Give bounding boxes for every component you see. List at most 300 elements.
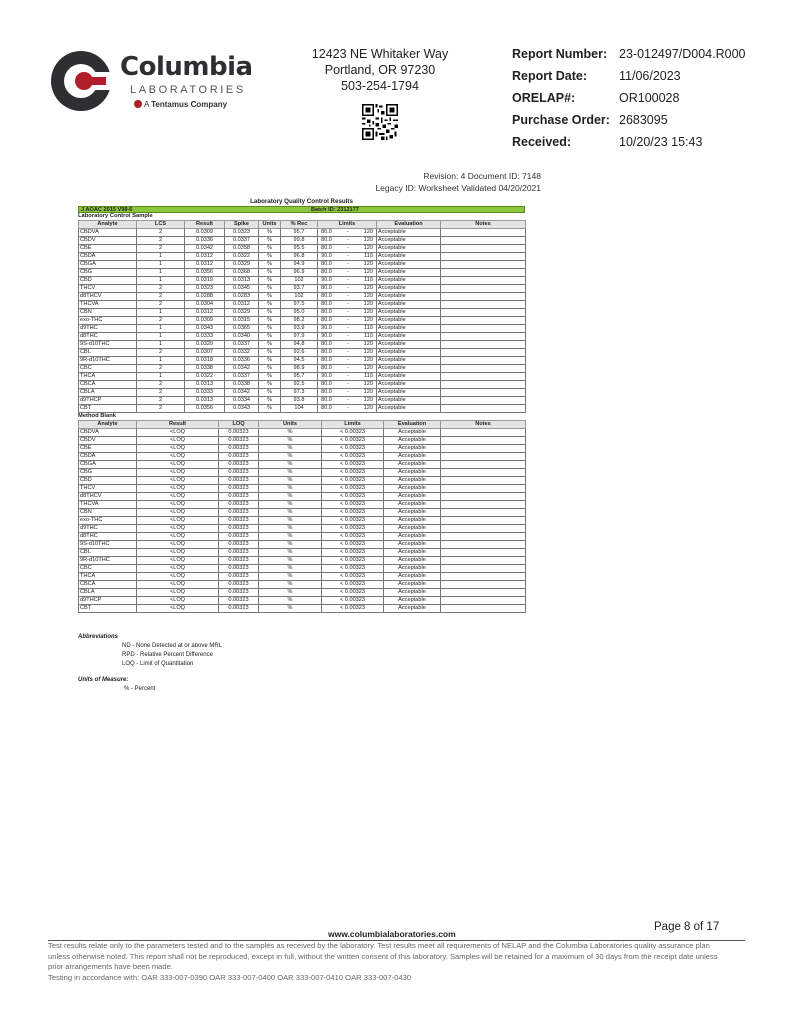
units-cell: % — [259, 309, 281, 317]
notes-cell — [441, 493, 526, 501]
loq-cell: 0.00323 — [219, 493, 259, 501]
table-row — [79, 461, 526, 469]
table-row — [79, 541, 526, 549]
limits-cell — [318, 317, 377, 325]
table-row — [79, 453, 526, 461]
column-header: Units — [259, 221, 281, 229]
recovery-cell: 95.7 — [281, 229, 318, 237]
result-cell: 0.0312 — [185, 261, 225, 269]
limit-dash: - — [346, 269, 349, 275]
limit-high: 120 — [363, 285, 373, 291]
limits-cell: < 0.00323 — [322, 533, 384, 541]
table-row — [79, 381, 526, 389]
analyte-cell: exo-THC — [79, 317, 137, 325]
units-cell: % — [259, 589, 322, 597]
limit-low: 80.0 — [321, 245, 332, 251]
recovery-cell: 98.9 — [281, 365, 318, 373]
column-header: Spike — [225, 221, 259, 229]
units-cell: % — [259, 229, 281, 237]
units-cell: % — [259, 381, 281, 389]
spike-cell: 0.0343 — [225, 405, 259, 413]
notes-cell — [441, 501, 526, 509]
revision-info — [375, 170, 541, 194]
units-cell: % — [259, 405, 281, 413]
loq-cell: 0.00323 — [219, 589, 259, 597]
analyte-cell: CBGA — [79, 261, 137, 269]
limit-low: 80.0 — [321, 229, 332, 235]
loq-cell: 0.00323 — [219, 437, 259, 445]
address-street: 12423 NE Whitaker Way — [311, 47, 449, 61]
result-cell: <LOQ — [137, 541, 219, 549]
spike-cell: 0.0337 — [225, 237, 259, 245]
evaluation-cell: Acceptable — [384, 533, 441, 541]
lcs-cell: 2 — [137, 397, 185, 405]
evaluation-cell: Acceptable — [377, 317, 441, 325]
evaluation-cell: Acceptable — [377, 309, 441, 317]
table-row — [79, 365, 526, 373]
evaluation-cell: Acceptable — [384, 525, 441, 533]
limits-cell: < 0.00323 — [322, 589, 384, 597]
limits-cell: < 0.00323 — [322, 581, 384, 589]
limit-high: 120 — [363, 229, 373, 235]
units-cell: % — [259, 501, 322, 509]
limit-high: 120 — [363, 269, 373, 275]
result-cell: 0.0304 — [185, 301, 225, 309]
table-row — [79, 261, 526, 269]
limits-range — [319, 333, 375, 340]
evaluation-cell: Acceptable — [384, 453, 441, 461]
limit-low: 80.0 — [321, 293, 332, 299]
limits-range — [319, 373, 375, 380]
notes-cell — [441, 245, 526, 253]
evaluation-cell: Acceptable — [384, 605, 441, 613]
result-cell: 0.0319 — [185, 277, 225, 285]
evaluation-cell: Acceptable — [384, 509, 441, 517]
limit-dash: - — [346, 317, 349, 323]
limit-high: 110 — [364, 325, 373, 331]
table-row — [79, 517, 526, 525]
limit-low: 90.0 — [321, 373, 332, 379]
units-cell: % — [259, 301, 281, 309]
recovery-cell: 94.8 — [281, 341, 318, 349]
table-row — [79, 533, 526, 541]
limits-range — [319, 405, 375, 412]
evaluation-cell: Acceptable — [377, 365, 441, 373]
result-cell: <LOQ — [137, 589, 219, 597]
result-cell: 0.0313 — [185, 381, 225, 389]
evaluation-cell: Acceptable — [377, 373, 441, 381]
limits-range — [319, 269, 375, 276]
notes-cell — [441, 429, 526, 437]
limit-dash: - — [346, 237, 349, 243]
evaluation-cell: Acceptable — [384, 597, 441, 605]
limit-dash: - — [346, 309, 349, 315]
notes-cell — [441, 445, 526, 453]
notes-cell — [441, 405, 526, 413]
lab-address — [300, 46, 460, 94]
orelap-number: OR100028 — [619, 91, 680, 105]
column-header: Analyte — [79, 421, 137, 429]
notes-cell — [441, 509, 526, 517]
report-date: 11/06/2023 — [619, 69, 681, 83]
limits-cell: < 0.00323 — [322, 477, 384, 485]
limit-dash: - — [347, 253, 349, 259]
units-cell: % — [259, 493, 322, 501]
table-row — [79, 501, 526, 509]
analyte-cell: d8THC — [79, 333, 137, 341]
analyte-cell: d8THCV — [79, 493, 137, 501]
result-cell: 0.0343 — [185, 325, 225, 333]
notes-cell — [441, 477, 526, 485]
limits-cell — [318, 253, 377, 261]
notes-cell — [441, 541, 526, 549]
recovery-cell: 96.9 — [281, 269, 318, 277]
units-cell: % — [259, 293, 281, 301]
lcs-cell: 1 — [137, 309, 185, 317]
limit-low: 80.0 — [321, 397, 332, 403]
limits-cell: < 0.00323 — [322, 445, 384, 453]
result-cell: 0.0309 — [185, 317, 225, 325]
units-cell: % — [259, 445, 322, 453]
analyte-cell: CBDVA — [79, 229, 137, 237]
units-cell: % — [259, 261, 281, 269]
lcs-cell: 2 — [137, 245, 185, 253]
limits-cell: < 0.00323 — [322, 541, 384, 549]
recovery-cell: 92.6 — [281, 349, 318, 357]
result-cell: <LOQ — [137, 525, 219, 533]
table-row — [79, 573, 526, 581]
lcs-cell: 2 — [137, 405, 185, 413]
column-header: LOQ — [219, 421, 259, 429]
analyte-cell: 9R-d10THC — [79, 357, 137, 365]
limit-low: 80.0 — [321, 309, 332, 315]
evaluation-cell: Acceptable — [377, 229, 441, 237]
units-cell: % — [259, 453, 322, 461]
units-cell: % — [259, 549, 322, 557]
limits-cell: < 0.00323 — [322, 517, 384, 525]
analyte-cell: CBE — [79, 245, 137, 253]
limits-range — [319, 285, 375, 292]
website-link[interactable]: www.columbialaboratories.com — [328, 929, 456, 939]
units-cell: % — [259, 277, 281, 285]
limit-dash: - — [346, 229, 349, 235]
result-cell: 0.0318 — [185, 357, 225, 365]
lcs-cell: 2 — [137, 237, 185, 245]
lcs-cell: 1 — [137, 277, 185, 285]
limit-high: 120 — [363, 317, 373, 323]
limit-low: 80.0 — [321, 357, 332, 363]
analyte-cell: THCA — [79, 373, 137, 381]
result-cell: 0.0333 — [185, 389, 225, 397]
spike-cell: 0.0334 — [225, 397, 259, 405]
column-header: Units — [259, 421, 322, 429]
limit-dash: - — [347, 325, 349, 331]
evaluation-cell: Acceptable — [377, 245, 441, 253]
units-cell: % — [259, 485, 322, 493]
result-cell: 0.0313 — [185, 397, 225, 405]
result-cell: <LOQ — [137, 549, 219, 557]
result-cell: <LOQ — [137, 485, 219, 493]
result-cell: <LOQ — [137, 477, 219, 485]
result-cell: 0.0312 — [185, 309, 225, 317]
result-cell: <LOQ — [137, 509, 219, 517]
recovery-cell: 93.8 — [281, 397, 318, 405]
limits-cell: < 0.00323 — [322, 453, 384, 461]
lcs-cell: 2 — [137, 285, 185, 293]
received-row: Received: 10/20/23 15:43 — [512, 134, 746, 156]
notes-cell — [441, 277, 526, 285]
recovery-cell: 102 — [281, 277, 318, 285]
analyte-cell: 9S-d10THC — [79, 541, 137, 549]
logo-tagline: A Tentamus Company — [134, 100, 227, 109]
analyte-cell: CBN — [79, 309, 137, 317]
limits-range — [319, 261, 375, 268]
loq-cell: 0.00323 — [219, 549, 259, 557]
table-row — [79, 605, 526, 613]
recovery-cell: 95.0 — [281, 309, 318, 317]
spike-cell: 0.0342 — [225, 365, 259, 373]
recovery-cell: 95.7 — [281, 373, 318, 381]
recovery-cell: 97.5 — [281, 301, 318, 309]
result-cell: 0.0336 — [185, 237, 225, 245]
analyte-cell: CBGA — [79, 461, 137, 469]
limit-low: 90.0 — [321, 277, 332, 283]
recovery-cell: 96.8 — [281, 253, 318, 261]
analyte-cell: d9THCP — [79, 397, 137, 405]
limits-cell — [318, 333, 377, 341]
abbreviations — [78, 633, 222, 669]
limits-cell — [318, 325, 377, 333]
limits-cell — [318, 277, 377, 285]
table-row — [79, 389, 526, 397]
limit-high: 120 — [363, 405, 373, 411]
evaluation-cell: Acceptable — [384, 557, 441, 565]
result-cell: <LOQ — [137, 461, 219, 469]
loq-cell: 0.00323 — [219, 469, 259, 477]
notes-cell — [441, 589, 526, 597]
loq-cell: 0.00323 — [219, 573, 259, 581]
lcs-cell: 2 — [137, 349, 185, 357]
limit-high: 120 — [363, 389, 373, 395]
recovery-cell: 97.9 — [281, 333, 318, 341]
loq-cell: 0.00323 — [219, 557, 259, 565]
table-row — [79, 549, 526, 557]
limit-low: 90.0 — [321, 333, 332, 339]
column-header: Result — [185, 221, 225, 229]
evaluation-cell: Acceptable — [377, 253, 441, 261]
limit-high: 120 — [363, 261, 373, 267]
evaluation-cell: Acceptable — [377, 381, 441, 389]
analyte-cell: CBCA — [79, 381, 137, 389]
limit-high: 120 — [363, 245, 373, 251]
analyte-cell: CBDA — [79, 453, 137, 461]
result-cell: 0.0312 — [185, 253, 225, 261]
units-cell: % — [259, 373, 281, 381]
legacy-id-line: Legacy ID: Worksheet Validated 04/20/2021 — [375, 183, 541, 193]
notes-cell — [441, 261, 526, 269]
table-row — [79, 333, 526, 341]
limits-cell: < 0.00323 — [322, 565, 384, 573]
limit-high: 110 — [364, 333, 373, 339]
revision-line: Revision: 4 Document ID: 7148 — [423, 171, 541, 181]
purchase-order-row: Purchase Order: 2683095 — [512, 112, 746, 134]
limit-low: 80.0 — [321, 237, 332, 243]
lcs-cell: 1 — [137, 253, 185, 261]
lcs-header-row — [79, 221, 526, 229]
loq-cell: 0.00323 — [219, 501, 259, 509]
limit-high: 120 — [363, 341, 373, 347]
evaluation-cell: Acceptable — [377, 237, 441, 245]
limits-cell — [318, 389, 377, 397]
table-row — [79, 309, 526, 317]
lcs-cell: 2 — [137, 389, 185, 397]
evaluation-cell: Acceptable — [384, 445, 441, 453]
limit-high: 110 — [364, 373, 373, 379]
limit-low: 80.0 — [321, 301, 332, 307]
analyte-cell: d9THC — [79, 525, 137, 533]
evaluation-cell: Acceptable — [377, 389, 441, 397]
notes-cell — [441, 229, 526, 237]
limits-cell — [318, 405, 377, 413]
analyte-cell: CBL — [79, 549, 137, 557]
limit-dash: - — [346, 285, 349, 291]
analyte-cell: 9S-d10THC — [79, 341, 137, 349]
table-row — [79, 253, 526, 261]
spike-cell: 0.0329 — [225, 261, 259, 269]
table-row — [79, 293, 526, 301]
limit-low: 80.0 — [321, 349, 332, 355]
limits-range — [319, 237, 375, 244]
units-cell: % — [259, 581, 322, 589]
analyte-cell: CBDV — [79, 437, 137, 445]
table-row — [79, 397, 526, 405]
evaluation-cell: Acceptable — [377, 397, 441, 405]
recovery-cell: 93.7 — [281, 285, 318, 293]
loq-cell: 0.00323 — [219, 517, 259, 525]
result-cell: <LOQ — [137, 501, 219, 509]
notes-cell — [441, 253, 526, 261]
evaluation-cell: Acceptable — [384, 565, 441, 573]
result-cell: <LOQ — [137, 517, 219, 525]
limit-high: 120 — [363, 397, 373, 403]
notes-cell — [441, 341, 526, 349]
lcs-cell: 1 — [137, 325, 185, 333]
units-cell: % — [259, 245, 281, 253]
evaluation-cell: Acceptable — [384, 501, 441, 509]
recovery-cell: 92.5 — [281, 381, 318, 389]
table-row — [79, 301, 526, 309]
evaluation-cell: Acceptable — [384, 477, 441, 485]
notes-cell — [441, 517, 526, 525]
analyte-cell: d9THC — [79, 325, 137, 333]
analyte-cell: CBC — [79, 565, 137, 573]
limits-range — [319, 277, 375, 284]
analyte-cell: CBL — [79, 349, 137, 357]
units-cell: % — [259, 317, 281, 325]
limit-low: 90.0 — [321, 253, 332, 259]
analyte-cell: CBD — [79, 477, 137, 485]
units-cell: % — [259, 269, 281, 277]
column-header: Result — [137, 421, 219, 429]
spike-cell: 0.0329 — [225, 309, 259, 317]
limits-cell — [318, 285, 377, 293]
limit-low: 80.0 — [321, 389, 332, 395]
notes-cell — [441, 301, 526, 309]
limits-range — [319, 341, 375, 348]
limit-low: 80.0 — [321, 269, 332, 275]
table-row — [79, 269, 526, 277]
evaluation-cell: Acceptable — [377, 293, 441, 301]
column-header: Analyte — [79, 221, 137, 229]
spike-cell: 0.0365 — [225, 325, 259, 333]
notes-cell — [441, 525, 526, 533]
evaluation-cell: Acceptable — [384, 589, 441, 597]
result-cell: 0.0338 — [185, 365, 225, 373]
recovery-cell: 94.5 — [281, 357, 318, 365]
analyte-cell: exo-THC — [79, 517, 137, 525]
limit-dash: - — [346, 365, 349, 371]
limit-high: 120 — [363, 237, 373, 243]
limits-range — [319, 229, 375, 236]
loq-cell: 0.00323 — [219, 445, 259, 453]
analyte-cell: THCVA — [79, 501, 137, 509]
table-row — [79, 581, 526, 589]
evaluation-cell: Acceptable — [377, 301, 441, 309]
table-row — [79, 589, 526, 597]
spike-cell: 0.0332 — [225, 349, 259, 357]
units-cell: % — [259, 365, 281, 373]
result-cell: 0.0322 — [185, 373, 225, 381]
notes-cell — [441, 533, 526, 541]
lcs-cell: 2 — [137, 381, 185, 389]
recovery-cell: 95.5 — [281, 245, 318, 253]
loq-cell: 0.00323 — [219, 605, 259, 613]
batch-id: Batch ID: 2312177 — [311, 207, 359, 213]
units-cell: % — [259, 605, 322, 613]
result-cell: <LOQ — [137, 437, 219, 445]
logo-subtitle: LABORATORIES — [130, 84, 246, 96]
limits-cell: < 0.00323 — [322, 573, 384, 581]
lcs-section-title: Laboratory Control Sample — [78, 213, 153, 219]
limits-cell — [318, 365, 377, 373]
limits-cell — [318, 309, 377, 317]
evaluation-cell: Acceptable — [384, 549, 441, 557]
table-row — [79, 429, 526, 437]
spike-cell: 0.0342 — [225, 389, 259, 397]
analyte-cell: CBDV — [79, 237, 137, 245]
company-logo — [48, 48, 258, 118]
limit-dash: - — [346, 381, 349, 387]
logo-name: Columbia — [120, 52, 253, 82]
analyte-cell: CBN — [79, 509, 137, 517]
limits-cell — [318, 301, 377, 309]
analyte-cell: CBT — [79, 605, 137, 613]
orelap-row: ORELAP#: OR100028 — [512, 90, 746, 112]
evaluation-cell: Acceptable — [384, 469, 441, 477]
notes-cell — [441, 349, 526, 357]
units-cell: % — [259, 357, 281, 365]
spike-cell: 0.0337 — [225, 373, 259, 381]
limits-cell — [318, 269, 377, 277]
unit-item: % - Percent — [124, 686, 156, 692]
column-header: Evaluation — [377, 221, 441, 229]
limit-dash: - — [346, 261, 349, 267]
limit-dash: - — [347, 333, 349, 339]
limit-low: 90.0 — [321, 325, 332, 331]
method-blank-table — [78, 420, 526, 613]
spike-cell: 0.0323 — [225, 229, 259, 237]
table-row — [79, 597, 526, 605]
